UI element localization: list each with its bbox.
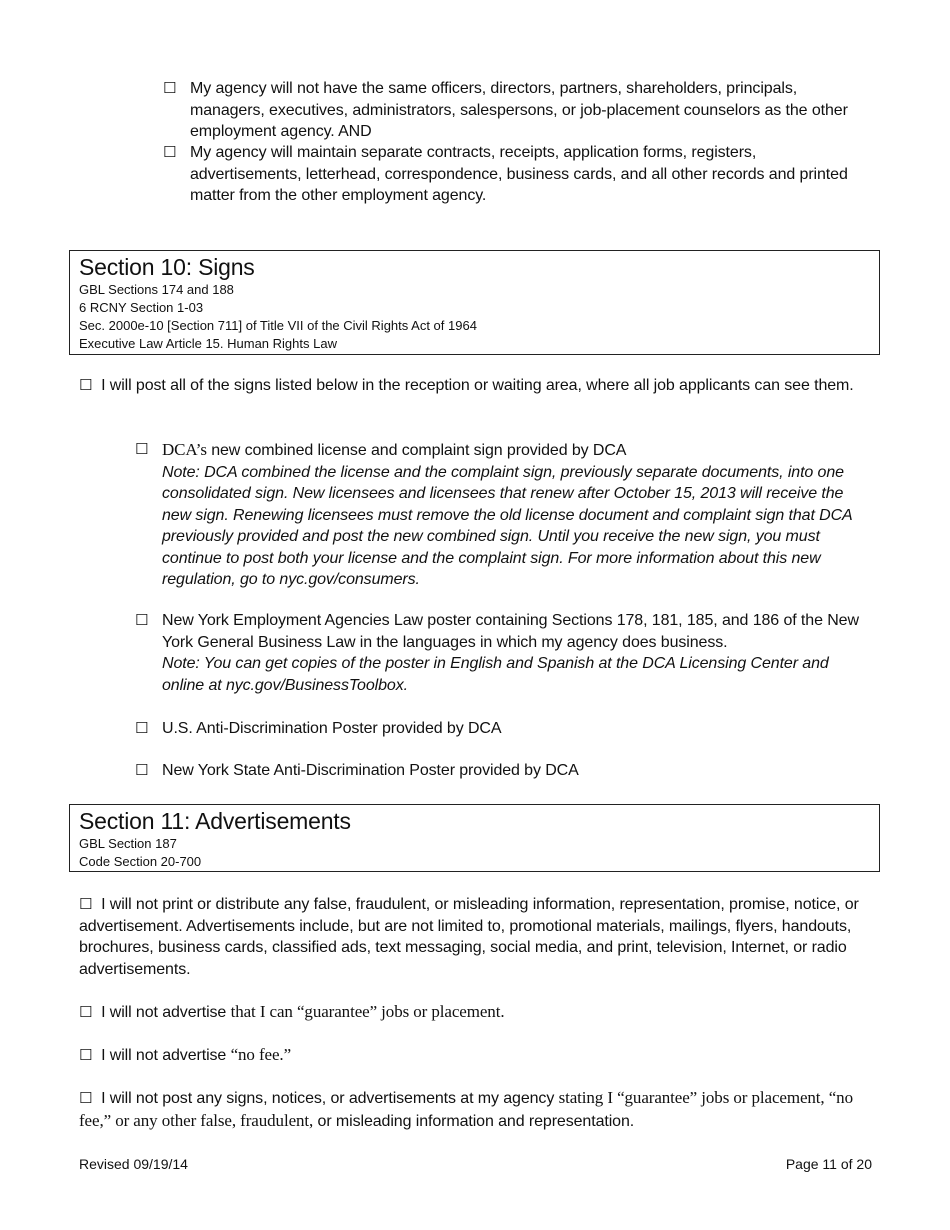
sign-item-nys-anti-discrimination xyxy=(135,760,875,782)
checkbox[interactable]: ☐ xyxy=(79,1089,93,1107)
checklist-text: My agency will maintain separate contracts, receipts, application forms, registers, advertisements, letterhead, correspondence, business cards, and all other records and printed matter from the other employment agency. xyxy=(190,144,848,204)
ad-item-no-false-info xyxy=(79,894,874,980)
checklist-item-same-officers xyxy=(163,78,863,143)
section-reference: Executive Law Article 15. Human Rights Law xyxy=(79,336,337,351)
checkbox[interactable]: ☐ xyxy=(79,376,93,394)
section-10-header xyxy=(69,250,880,355)
checkbox[interactable]: ☐ xyxy=(163,143,177,161)
ad-item-no-signs xyxy=(79,1087,874,1132)
checkbox[interactable]: ☐ xyxy=(135,719,149,737)
section-reference: Sec. 2000e-10 [Section 711] of Title VII of the Civil Rights Act of 1964 xyxy=(79,318,477,333)
checkbox[interactable]: ☐ xyxy=(79,895,93,913)
ad-item-text: I will not advertise xyxy=(101,1004,231,1021)
ad-item-text-serif: that I can “guarantee” jobs or placement. xyxy=(230,1002,505,1021)
sign-label: New York State Anti-Discrimination Poster provided by DCA xyxy=(162,762,579,779)
sign-note: Note: You can get copies of the poster in English and Spanish at the DCA Licensing Center and online at nyc.gov/BusinessToolbox. xyxy=(162,655,829,694)
section-title: Section 10: Signs xyxy=(79,254,255,280)
sign-item-combined-license xyxy=(135,439,875,591)
section-reference: 6 RCNY Section 1-03 xyxy=(79,300,204,315)
checkbox[interactable]: ☐ xyxy=(79,1046,93,1064)
section-11-header xyxy=(69,804,880,872)
section-reference: GBL Section 187 xyxy=(79,836,177,851)
checkbox[interactable]: ☐ xyxy=(163,79,177,97)
sign-label: new combined license and complaint sign provided by DCA xyxy=(206,442,627,459)
checkbox[interactable]: ☐ xyxy=(135,440,149,458)
ad-item-text: I will not advertise xyxy=(101,1047,231,1064)
sign-note: Note: DCA combined the license and the complaint sign, previously separate documents, into one consolidated sign. New licensees and licensees that renew after October 15, 2013 will receive the new sign. Renewing licensees must remove the old license document and complaint sign that DCA previously provided and post the new combined sign. Until you receive the new sign, you must continue to post both your license and the complaint sign. For more information about this new regulation, go to nyc.gov/consumers. xyxy=(162,463,853,588)
ad-item-text-serif: “no fee.” xyxy=(230,1045,292,1064)
checklist-text: My agency will not have the same officers, directors, partners, shareholders, principals, managers, executives, administrators, salespersons, or job-placement counselors as the other employment agency. AND xyxy=(190,80,848,140)
checklist-item-separate-records xyxy=(163,142,863,207)
section-title: Section 11: Advertisements xyxy=(79,808,351,834)
section-reference: GBL Sections 174 and 188 xyxy=(79,282,234,297)
revised-date: Revised 09/19/14 xyxy=(79,1156,188,1172)
ad-item-text-serif: stating I “guarantee” jobs or placement, “no fee,” or any other false, fraudulent, xyxy=(79,1088,853,1130)
ad-item-no-fee xyxy=(79,1044,874,1067)
statement-text: I will post all of the signs listed below in the reception or waiting area, where all job applicants can see them. xyxy=(101,377,854,394)
checkbox[interactable]: ☐ xyxy=(135,761,149,779)
ad-item-text: I will not print or distribute any false, fraudulent, or misleading information, representation, promise, notice, or advertisement. Advertisements include, but are not limited to, promotional materials, mailings, flyers, handouts, brochures, business cards, classified ads, text messaging, social media, and print, television, Internet, or radio advertisements. xyxy=(79,896,859,978)
sign-item-employment-law-poster xyxy=(135,610,875,696)
sign-label: U.S. Anti-Discrimination Poster provided by DCA xyxy=(162,720,502,737)
sign-item-us-anti-discrimination xyxy=(135,718,875,740)
checkbox[interactable]: ☐ xyxy=(135,611,149,629)
checkbox[interactable]: ☐ xyxy=(79,1003,93,1021)
page-number: Page 11 of 20 xyxy=(785,1156,872,1172)
sign-prefix: DCA’s xyxy=(162,440,207,459)
sign-label: New York Employment Agencies Law poster containing Sections 178, 181, 185, and 186 of the New York General Business Law in the languages in which my agency does business. xyxy=(162,612,859,651)
ad-item-text: or misleading information and representation. xyxy=(313,1112,635,1130)
ad-item-text: I will not post any signs, notices, or advertisements at my agency xyxy=(101,1090,559,1107)
section-reference: Code Section 20-700 xyxy=(79,854,202,869)
signs-statement xyxy=(79,375,879,397)
ad-item-no-guarantee xyxy=(79,1001,874,1024)
